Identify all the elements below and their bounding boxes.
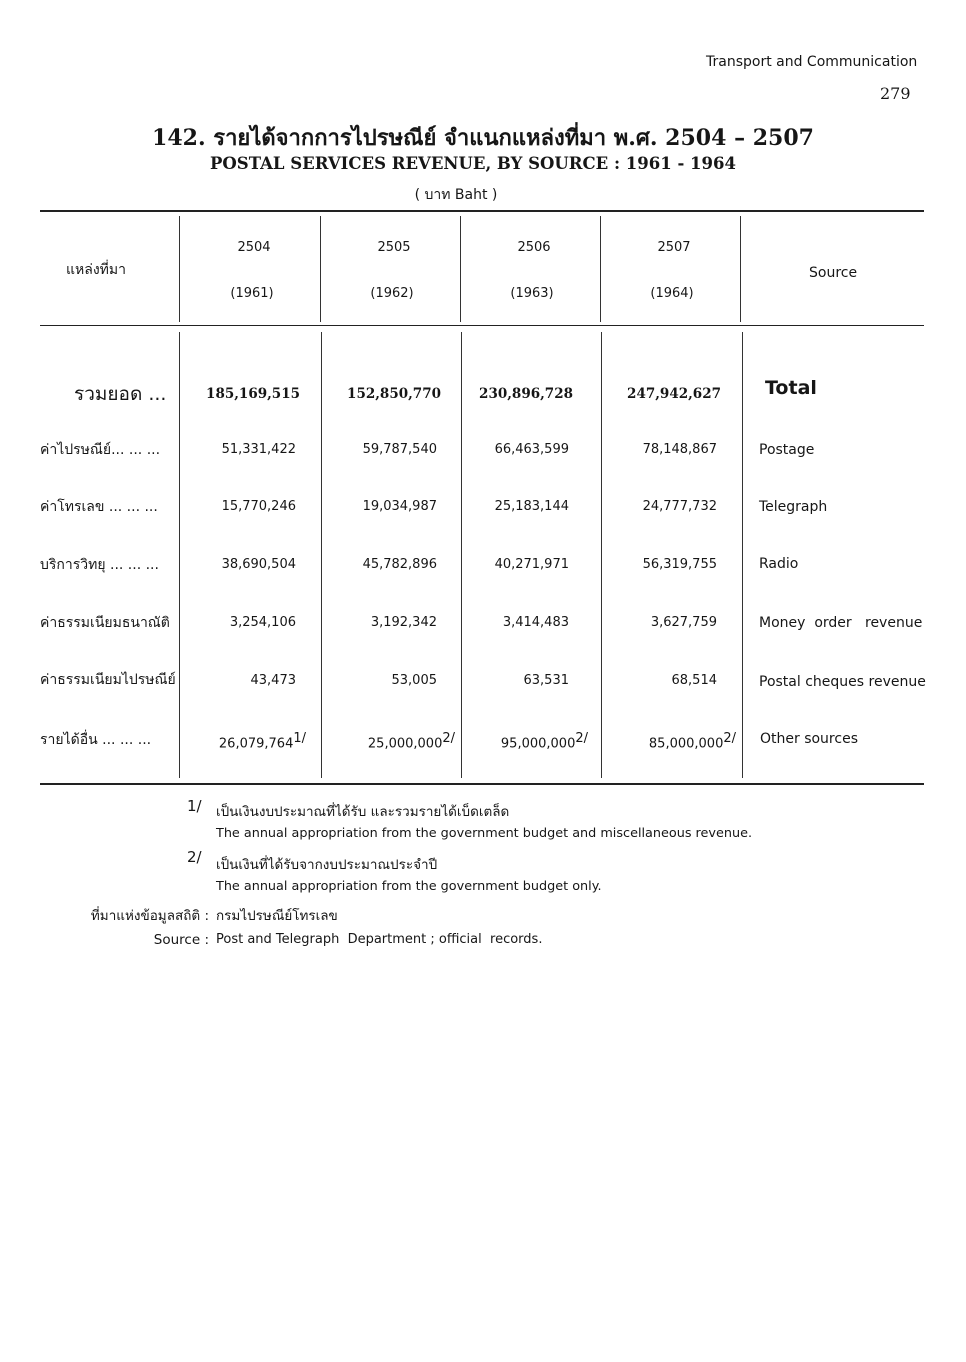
value-cell: 53,005 (391, 673, 437, 688)
footnote-mark: 2/ (187, 848, 202, 866)
year-ce: (1963) (510, 286, 554, 301)
value-cell: 40,271,971 (494, 557, 569, 572)
value-cell: 38,690,504 (221, 557, 296, 572)
row-label-english: Telegraph (759, 499, 828, 515)
value-cell: 247,942,627 (627, 386, 721, 402)
column-divider (742, 332, 743, 778)
column-divider (179, 216, 180, 322)
value-cell: 3,254,106 (229, 615, 296, 630)
year-be: 2504 (237, 240, 271, 255)
value-cell: 3,192,342 (370, 615, 437, 630)
row-label-thai: ค่าธรรมเนียมไปรษณีย์ (40, 672, 176, 688)
source-label-thai: ที่มาแห่งข้อมูลสถิติ : (90, 908, 209, 924)
source-value-english: Post and Telegraph Department ; official records. (216, 932, 543, 947)
table-top-rule (40, 210, 924, 212)
value-cell: 78,148,867 (642, 442, 717, 457)
row-label-english: Other sources (760, 731, 858, 747)
source-value-thai: กรมไปรษณีย์โทรเลข (216, 908, 338, 924)
year-be: 2506 (517, 240, 551, 255)
column-divider (740, 216, 741, 322)
column-divider (601, 332, 602, 778)
row-label-thai: ค่าโทรเลข ... ... ... (40, 499, 158, 515)
footnote-mark: 2/ (575, 731, 588, 746)
column-divider (461, 332, 462, 778)
value-number: 26,079,764 (218, 736, 294, 752)
table-title-thai: 142. รายได้จากการไปรษณีย์ จำแนกแหล่งที่มา พ.ศ. 2504 – 2507 (152, 125, 814, 151)
table-bottom-rule (40, 783, 924, 785)
year-ce: (1962) (370, 286, 414, 301)
header-bottom-rule (40, 325, 924, 326)
row-label-thai: บริการวิทยุ ... ... ... (40, 557, 159, 573)
value-cell: 43,473 (250, 673, 296, 688)
row-label-english: Total (765, 377, 817, 399)
footnote-thai: เป็นเงินงบประมาณที่ได้รับ และรวมรายได้เบ็ดเตล็ด (216, 804, 510, 820)
row-label-thai: รายได้อื่น ... ... ... (40, 732, 152, 748)
year-ce: (1964) (650, 286, 694, 301)
value-cell: 63,531 (523, 673, 569, 688)
table-title-english: POSTAL SERVICES REVENUE, BY SOURCE : 1961 - 1964 (210, 154, 736, 173)
year-be: 2507 (657, 240, 691, 255)
value-cell: 59,787,540 (362, 442, 437, 457)
value-cell: 45,782,896 (362, 557, 437, 572)
footnote-mark: 1/ (187, 797, 202, 815)
year-ce: (1961) (230, 286, 274, 301)
unit-label: ( บาท Baht ) (414, 187, 498, 203)
value-cell: 25,183,144 (494, 499, 569, 514)
value-cell (649, 731, 736, 751)
footnote-english: The annual appropriation from the government budget only. (216, 879, 602, 894)
row-label-thai: รวมยอด ... (74, 383, 167, 405)
value-cell: 3,627,759 (650, 615, 717, 630)
source-header-english: Source (809, 265, 858, 281)
column-divider (460, 216, 461, 322)
value-cell (368, 731, 455, 751)
value-cell: 19,034,987 (362, 499, 437, 514)
value-cell: 230,896,728 (479, 386, 573, 402)
value-cell: 152,850,770 (347, 386, 441, 402)
footnote-english: The annual appropriation from the government budget and miscellaneous revenue. (216, 826, 753, 841)
column-divider (320, 216, 321, 322)
column-divider (600, 216, 601, 322)
row-label-english: Postal cheques revenue (759, 674, 926, 690)
footnote-mark: 2/ (442, 731, 455, 746)
row-label-thai: ค่าธรรมเนียมธนาณัติ (40, 615, 170, 631)
column-divider (321, 332, 322, 778)
page-number: 279 (880, 84, 911, 103)
row-label-english: Money order revenue (759, 615, 923, 631)
value-cell: 24,777,732 (642, 499, 717, 514)
column-divider (179, 332, 180, 778)
year-be: 2505 (377, 240, 411, 255)
value-cell: 15,770,246 (221, 499, 296, 514)
value-cell: 56,319,755 (642, 557, 717, 572)
value-cell (219, 731, 306, 751)
value-cell: 51,331,422 (221, 442, 296, 457)
row-label-thai: ค่าไปรษณีย์... ... ... (40, 442, 161, 458)
footnote-mark: 2/ (723, 731, 736, 746)
value-number: 85,000,000 (648, 736, 724, 752)
source-label-english: Source : (153, 932, 209, 948)
value-cell: 185,169,515 (206, 386, 300, 402)
row-label-english: Radio (759, 556, 799, 572)
value-number: 25,000,000 (367, 736, 443, 752)
value-cell: 68,514 (671, 673, 717, 688)
row-label-english: Postage (759, 442, 815, 458)
section-title: Transport and Communication (706, 54, 918, 70)
value-cell: 3,414,483 (502, 615, 569, 630)
footnote-mark: 1/ (293, 731, 306, 746)
footnote-thai: เป็นเงินที่ได้รับจากงบประมาณประจำปี (216, 857, 438, 873)
value-cell: 66,463,599 (494, 442, 569, 457)
value-number: 95,000,000 (500, 736, 576, 752)
value-cell (501, 731, 588, 751)
source-header-thai: แหล่งที่มา (66, 262, 126, 278)
